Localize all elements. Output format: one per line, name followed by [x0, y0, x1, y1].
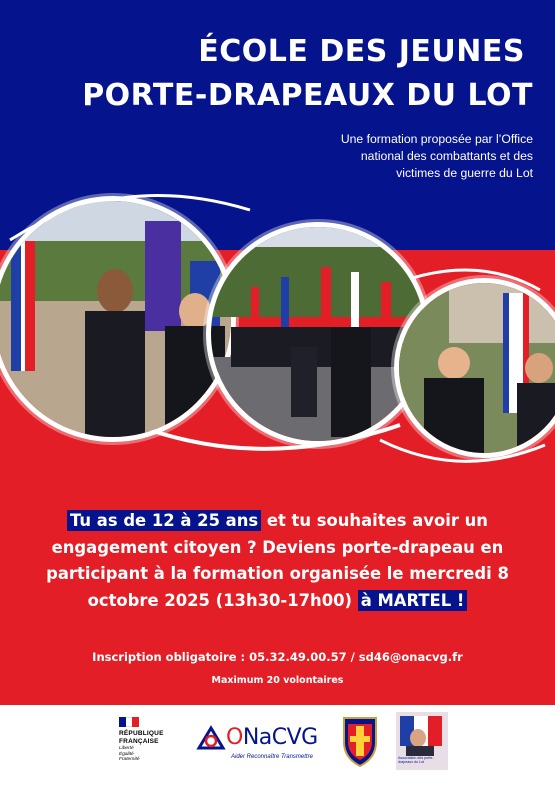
- association-caption: Association des porte-drapeaux du Lot: [398, 756, 434, 764]
- title-line-1: ÉCOLE DES JEUNES: [198, 34, 525, 69]
- age-highlight: Tu as de 12 à 25 ans: [67, 510, 261, 531]
- onacvg-logo: [190, 713, 326, 769]
- republique-francaise-logo: [113, 713, 175, 767]
- subtitle-line-1: Une formation proposée par l’Office: [340, 132, 533, 146]
- onacvg-tagline: Aider Reconnaître Transmettre: [231, 754, 313, 760]
- association-photo-logo: [396, 712, 448, 770]
- page-title: [82, 30, 533, 118]
- place-highlight: à MARTEL !: [358, 590, 468, 611]
- marianne-flag-icon: [119, 717, 139, 727]
- onacvg-emblem-icon: [196, 723, 226, 753]
- title-line-2: PORTE-DRAPEAUX DU LOT: [82, 78, 533, 113]
- coat-of-arms-icon: [340, 712, 380, 768]
- republique-name: RÉPUBLIQUE FRANÇAISE: [119, 730, 164, 745]
- maximum-volunteers: Maximum 20 volontaires: [211, 675, 344, 686]
- onacvg-wordmark: ONaCVG: [226, 725, 318, 750]
- subtitle: [273, 131, 533, 182]
- inscription-info: Inscription obligatoire : 05.32.49.00.57 / sd46@onacvg.fr: [92, 650, 463, 664]
- invitation-body: et tu souhaites avoir un engagement citoyen ? Deviens porte-drapeau en participant à la formation organisée le mercredi 8 octobre 2025 (13h30-17h00): [46, 511, 509, 610]
- republique-motto: Liberté Égalité Fraternité: [119, 746, 140, 762]
- subtitle-line-3: victimes de guerre du Lot: [396, 166, 533, 180]
- invitation-text: [22, 508, 533, 614]
- photo-parade: [206, 222, 430, 446]
- subtitle-line-2: national des combattants et des: [360, 149, 533, 163]
- photo-young-flag-bearers: [0, 196, 236, 442]
